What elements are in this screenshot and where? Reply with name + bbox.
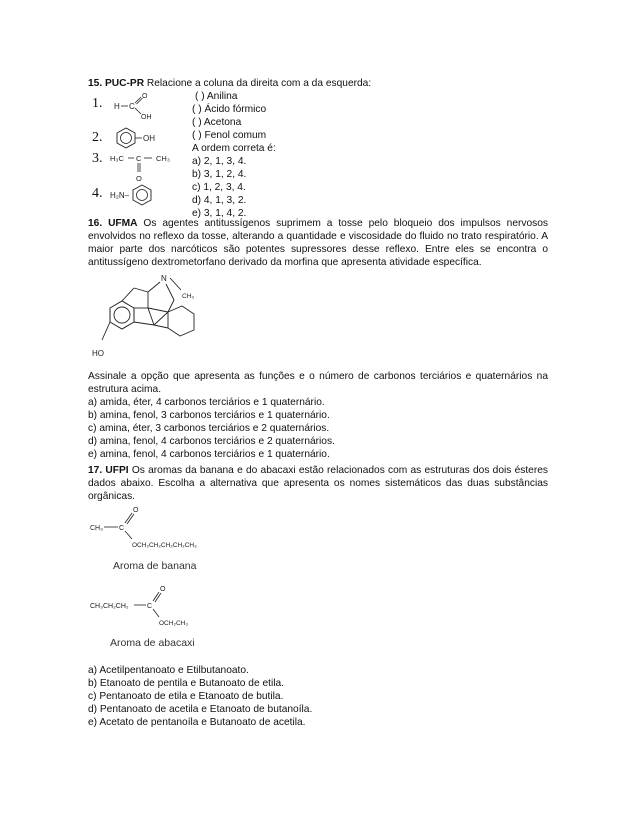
q15-option-b: b) 3, 1, 2, 4.	[192, 169, 247, 180]
q15-left-num-2: 2.	[92, 130, 103, 145]
svg-text:C: C	[119, 525, 125, 532]
q17-option-a: a) Acetilpentanoato e Etilbutanoato.	[88, 665, 249, 676]
q15-option-c: c) 1, 2, 3, 4.	[192, 182, 246, 193]
q15-formic-h: H	[114, 102, 120, 111]
q17-abacaxi-chain: OCH₂CH₃	[159, 620, 189, 627]
q15-order-label: A ordem correta é:	[192, 143, 276, 154]
q15-right-item-acetona: ( ) Acetona	[192, 117, 242, 128]
q17-option-e: e) Acetato de pentanoíla e Butanoato de acetila.	[88, 717, 306, 728]
q16-ho-label: HO	[92, 349, 104, 358]
q17-banana-structure	[88, 504, 238, 556]
q17-option-c: c) Pentanoato de etila e Etanoato de butila.	[88, 691, 284, 702]
q17-banana-caption: Aroma de banana	[113, 560, 197, 572]
q15-formic-o: O	[142, 93, 148, 100]
q17-option-b: b) Etanoato de pentila e Butanoato de etila.	[88, 678, 284, 689]
q15-acetone-ch3: CH₃	[156, 154, 170, 163]
q16-paragraph	[88, 217, 548, 269]
q16-text: Os agentes antitussígenos suprimem a tosse pelo bloqueio dos impulsos nervosos envolvidos no reflexo da tosse, alterando a quantidade e viscosidade do fluido no trato respiratório. A maior parte dos narcóticos são potentes supressores desse reflexo. Entre eles se encontra o antitussígeno dextrometorfano derivado da morfina que apresenta atividade específica.	[88, 218, 548, 268]
q17-banana-ch3: CH₃	[90, 525, 103, 532]
q17-abacaxi-caption: Aroma de abacaxi	[110, 637, 195, 649]
q17-option-d: d) Pentanoato de acetila e Etanoato de butanoíla.	[88, 704, 313, 715]
q17-abacaxi-structure	[88, 584, 238, 634]
q16-n-label: N	[161, 274, 167, 283]
q15-left-num-3: 3.	[92, 151, 103, 166]
q15-left-num-4: 4.	[92, 186, 103, 201]
svg-text:C: C	[147, 603, 153, 610]
q16-dextromethorphan-structure	[88, 270, 218, 362]
q16-number: 16. UFMA	[88, 218, 138, 229]
q15-phenol-oh: OH	[143, 134, 155, 143]
q15-formic-acid-structure	[108, 90, 178, 120]
q15-option-e: e) 3, 1, 4, 2.	[192, 208, 247, 219]
q17-options	[88, 664, 548, 729]
q16-option-c: c) amina, éter, 3 carbonos terciários e 2 quaternários.	[88, 423, 330, 434]
q16-option-b: b) amina, fenol, 3 carbonos terciários e 1 quaternário.	[88, 410, 330, 421]
q17-number: 17. UFPI	[88, 465, 129, 476]
q15-formic-oh: OH	[141, 114, 152, 120]
q16-options	[88, 396, 548, 461]
q16-option-d: d) amina, fenol, 4 carbonos terciários e 2 quaternários.	[88, 436, 335, 447]
q16-option-e: e) amina, fenol, 4 carbonos terciários e 1 quaternário.	[88, 449, 330, 460]
q15-aniline-structure	[108, 183, 178, 209]
q17-abacaxi-left: CH₃CH₂CH₂	[90, 603, 129, 610]
svg-text:C: C	[136, 154, 142, 163]
q17-abacaxi-o: O	[160, 586, 166, 593]
q15-header	[88, 77, 558, 90]
q16-question: Assinale a opção que apresenta as funções e o número de carbonos terciários e quaternários na estrutura acima.	[88, 371, 548, 395]
q16-option-a: a) amida, éter, 4 carbonos terciários e 1 quaternário.	[88, 397, 325, 408]
q17-text: Os aromas da banana e do abacaxi estão relacionados com as estruturas dos dois ésteres dados abaixo. Escolha a alternativa que apresenta os nomes sistemáticos das duas substâncias orgânicas.	[88, 465, 548, 502]
q17-paragraph	[88, 464, 548, 503]
q16-ch3-label: CH₃	[182, 293, 195, 300]
q15-phenol-structure	[108, 126, 178, 152]
q17-banana-chain: OCH₂CH₂CH₂CH₂CH₃	[132, 542, 197, 549]
q15-left-num-1: 1.	[92, 96, 103, 111]
q15-acetone-structure	[108, 150, 188, 184]
q15-option-a: a) 2, 1, 3, 4.	[192, 156, 247, 167]
q15-prompt: Relacione a coluna da direita com a da esquerda:	[146, 78, 372, 89]
svg-text:C: C	[129, 102, 135, 111]
q15-acetone-h3c: H₃C	[110, 154, 124, 163]
q15-number: 15. PUC-PR	[88, 78, 145, 89]
q15-right-item-fenol: ( ) Fenol comum	[192, 130, 267, 141]
q15-right-item-acido-formico: ( ) Ácido fórmico	[192, 104, 267, 115]
q17-banana-o: O	[133, 507, 139, 514]
q15-aniline-h2n: H₂N–	[110, 191, 130, 200]
q15-option-d: d) 4, 1, 3, 2.	[192, 195, 247, 206]
q15-right-column	[192, 90, 352, 220]
q15-acetone-o: O	[136, 174, 142, 183]
q15-right-item-anilina: ( ) Anilina	[195, 91, 238, 102]
